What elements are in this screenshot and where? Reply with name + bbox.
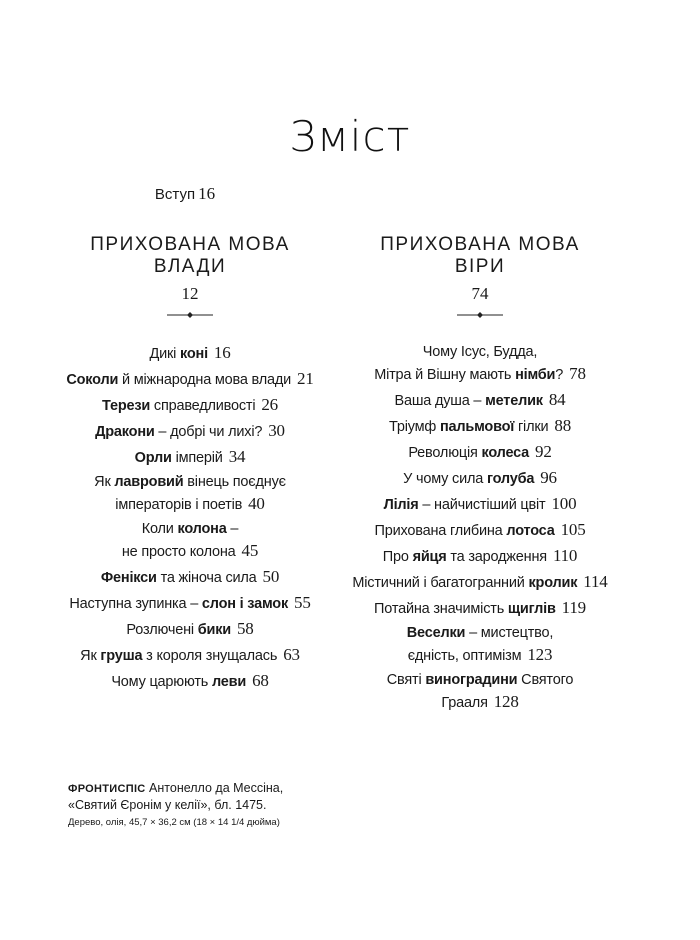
entry-keyword: Терези: [102, 398, 151, 414]
intro-label: Вступ: [154, 186, 196, 203]
entry-keyword: німби: [515, 367, 556, 383]
entry-keyword: метелик: [485, 393, 543, 409]
entry-page-number: 110: [552, 546, 578, 565]
entry-text: Потайна значимість: [374, 601, 508, 617]
entry-page-number: 114: [583, 572, 608, 591]
toc-entry[interactable]: [60, 368, 320, 391]
entry-page-number: 40: [248, 494, 265, 513]
entry-text: та зародження: [446, 549, 547, 565]
entry-text: Про: [382, 549, 413, 565]
entry-keyword: бики: [197, 622, 231, 638]
entry-page-number: 123: [527, 645, 553, 664]
toc-entry[interactable]: [60, 342, 320, 365]
entry-page-number: 63: [283, 645, 300, 664]
toc-entry[interactable]: [60, 618, 320, 641]
toc-intro[interactable]: [120, 184, 250, 204]
entry-keyword: яйця: [412, 549, 447, 565]
entry-text: Наступна зупинка –: [69, 596, 202, 612]
entry-keyword: кролик: [528, 575, 578, 591]
toc-entries-power: [60, 342, 320, 693]
entry-page-number: 128: [493, 692, 519, 711]
entry-text: У чому сила: [403, 471, 487, 487]
entry-page-number: 92: [535, 442, 552, 461]
toc-entry[interactable]: [350, 623, 610, 667]
caption-line3: Дерево, олія, 45,7 × 36,2 см (18 × 14 1/4 дюйма): [68, 817, 280, 828]
section-title: [60, 234, 320, 278]
section-title-line2: ВІРИ: [454, 256, 506, 277]
entry-text: Святого Грааля: [441, 672, 574, 711]
entry-text: та жіноча сила: [156, 570, 257, 586]
entry-text: Прихована глибина: [374, 523, 507, 539]
entry-text: Як: [94, 474, 115, 490]
entry-keyword: Лілія: [383, 497, 419, 513]
entry-page-number: 68: [252, 671, 269, 690]
entry-keyword: пальмової: [439, 419, 515, 435]
entry-keyword: коні: [179, 346, 208, 362]
entry-text: – мистецтво,: [465, 625, 554, 641]
toc-entry[interactable]: [350, 493, 610, 516]
entry-keyword: Соколи: [66, 372, 119, 388]
caption-line2: «Святий Єронім у келії», бл. 1475.: [68, 798, 267, 812]
entry-page-number: 119: [561, 598, 586, 617]
entry-keyword: виноградини: [425, 672, 518, 688]
entry-page-number: 50: [262, 567, 280, 586]
caption-label: ФРОНТИСПІС: [68, 783, 146, 795]
entry-page-number: 55: [294, 593, 311, 612]
entry-page-number: 105: [560, 520, 586, 539]
toc-entry[interactable]: [60, 644, 320, 667]
entry-text: Чому царюють: [111, 674, 212, 690]
entry-text: ?: [555, 367, 564, 383]
toc-entry[interactable]: [350, 519, 610, 542]
toc-entry[interactable]: [350, 597, 610, 620]
toc-entry[interactable]: [60, 519, 320, 563]
entry-keyword: Веселки: [406, 625, 466, 641]
toc-entry[interactable]: [350, 545, 610, 568]
entry-text: Як: [80, 648, 101, 664]
entry-text: вінець поєднує: [183, 474, 286, 490]
page-title: Зміст: [289, 112, 411, 161]
entry-text: Тріумф: [388, 419, 440, 435]
entry-page-number: 45: [241, 541, 259, 560]
entry-page-number: 96: [540, 468, 557, 487]
entry-text: Містичний і багатогранний: [352, 575, 529, 591]
entry-text: – добрі чи лихі?: [154, 424, 263, 440]
toc-entry[interactable]: [60, 566, 320, 589]
entry-text: Ваша душа –: [394, 393, 486, 409]
entry-text: Революція: [408, 445, 482, 461]
entry-text: не просто колона: [121, 544, 236, 560]
section-title: [350, 234, 610, 278]
section-faith: [350, 234, 610, 717]
entry-text: Чому Ісус, Будда,: [422, 344, 538, 360]
toc-entry[interactable]: [60, 394, 320, 417]
entry-page-number: 30: [268, 421, 285, 440]
ornament-divider: [167, 310, 213, 320]
entry-keyword: колеса: [481, 445, 530, 461]
entry-text: імперій: [171, 450, 223, 466]
toc-entry[interactable]: [60, 472, 320, 516]
entry-page-number: 21: [297, 369, 314, 388]
ornament-divider: [457, 310, 503, 320]
toc-entry[interactable]: [350, 467, 610, 490]
entry-page-number: 84: [548, 390, 566, 409]
entry-keyword: Фенікси: [100, 570, 157, 586]
entry-text: єдність, оптимізм: [407, 648, 522, 664]
toc-entry[interactable]: [60, 592, 320, 615]
entry-text: Мітра й Вішну мають: [374, 367, 516, 383]
entry-keyword: лотоса: [506, 523, 555, 539]
entry-page-number: 88: [554, 416, 571, 435]
toc-entry[interactable]: [350, 389, 610, 412]
frontispiece-caption: [68, 780, 328, 831]
toc-entry[interactable]: [60, 420, 320, 443]
entry-keyword: слон і замок: [201, 596, 289, 612]
toc-entry[interactable]: [60, 446, 320, 469]
entry-text: Розлючені: [126, 622, 198, 638]
toc-entry[interactable]: [350, 571, 610, 594]
entry-keyword: леви: [211, 674, 247, 690]
entry-text: Дикі: [149, 346, 180, 362]
entry-page-number: 34: [228, 447, 246, 466]
entry-text: Коли: [141, 521, 178, 537]
entry-page-number: 26: [261, 395, 278, 414]
toc-entry[interactable]: [60, 670, 320, 693]
entry-keyword: лавровий: [114, 474, 184, 490]
toc-entry[interactable]: [350, 415, 610, 438]
entry-keyword: Орли: [134, 450, 172, 466]
entry-keyword: Дракони: [95, 424, 155, 440]
entry-text: – найчистіший цвіт: [418, 497, 546, 513]
entry-text: й міжнародна мова влади: [118, 372, 292, 388]
entry-text: імператорів і поетів: [115, 497, 243, 513]
entry-page-number: 78: [569, 364, 586, 383]
toc-entry[interactable]: [350, 670, 610, 714]
entry-text: гілки: [514, 419, 549, 435]
entry-page-number: 100: [551, 494, 577, 513]
section-page: 74: [471, 284, 489, 303]
entry-text: з короля знущалась: [142, 648, 278, 664]
entry-text: –: [226, 521, 239, 537]
entry-text: Святі: [386, 672, 426, 688]
section-power: [60, 234, 320, 696]
entry-page-number: 16: [213, 343, 231, 362]
entry-keyword: голуба: [486, 471, 535, 487]
toc-entry[interactable]: [350, 342, 610, 386]
entry-keyword: колона: [177, 521, 227, 537]
section-title-line2: ВЛАДИ: [153, 256, 227, 277]
section-title-line1: ПРИХОВАНА МОВА: [90, 234, 290, 255]
intro-page: 16: [198, 184, 216, 203]
entry-page-number: 58: [236, 619, 254, 638]
toc-entry[interactable]: [350, 441, 610, 464]
caption-line1: Антонелло да Мессіна,: [145, 781, 284, 795]
entry-text: справедливості: [150, 398, 256, 414]
toc-entries-faith: [350, 342, 610, 714]
entry-keyword: груша: [100, 648, 143, 664]
section-page: 12: [181, 284, 199, 303]
section-title-line1: ПРИХОВАНА МОВА: [380, 234, 580, 255]
entry-keyword: щиглів: [507, 601, 556, 617]
